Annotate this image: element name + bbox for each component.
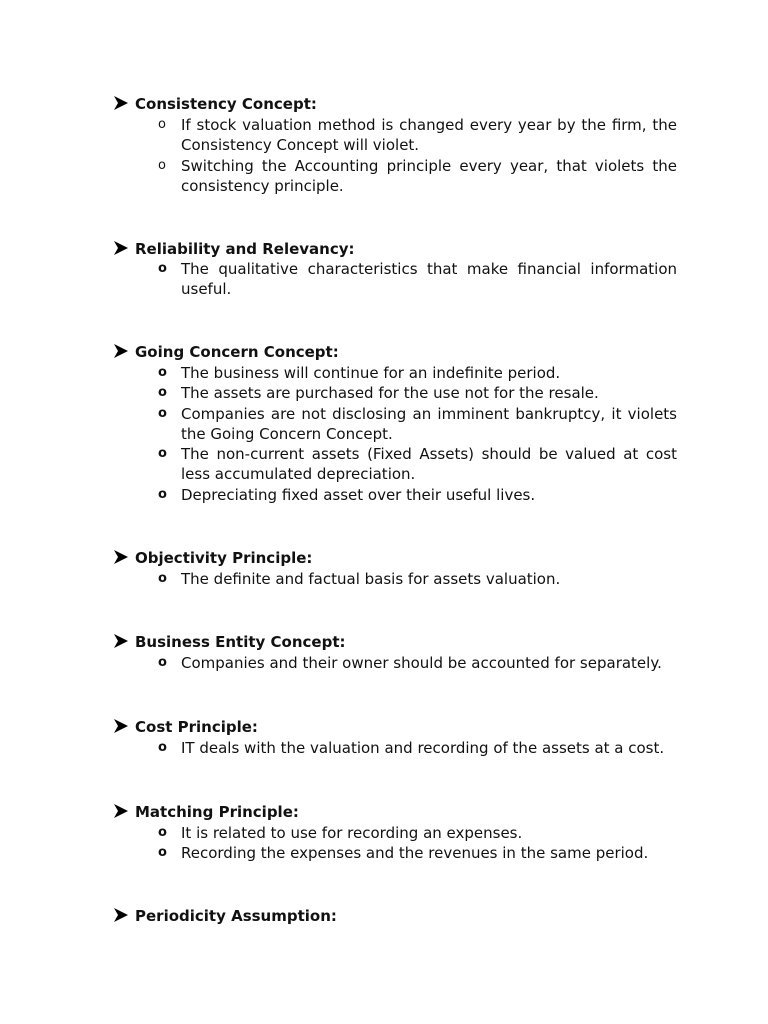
list-item — [158, 383, 677, 403]
bold-bullet-icon: o — [158, 845, 167, 861]
list-item-text: If stock valuation method is changed every year by the firm, the Consistency Concept will violet. — [181, 116, 677, 155]
section-heading — [0, 802, 768, 822]
list-item-text: IT deals with the valuation and recording of the assets at a cost. — [181, 739, 665, 757]
bullet-list — [0, 653, 768, 673]
bold-bullet-icon: o — [158, 261, 167, 276]
section-cost-principle — [0, 717, 768, 758]
section-heading — [0, 342, 768, 362]
section-heading — [0, 632, 768, 652]
section-heading-text: Periodicity Assumption: — [135, 907, 337, 925]
bold-bullet-icon: o — [158, 486, 167, 502]
arrowhead-bullet-icon — [113, 718, 129, 734]
list-item-text: Companies and their owner should be accounted for separately. — [181, 654, 662, 672]
bold-bullet-icon: o — [158, 571, 167, 586]
section-business-entity — [0, 632, 768, 673]
section-heading — [0, 239, 768, 259]
list-item-text: The business will continue for an indefinite period. — [181, 364, 561, 382]
section-heading — [0, 548, 768, 568]
arrowhead-bullet-icon — [113, 549, 129, 565]
bold-bullet-icon: o — [158, 405, 167, 421]
bold-bullet-icon: o — [158, 740, 167, 755]
section-heading — [0, 717, 768, 737]
bullet-list — [0, 823, 768, 864]
section-heading-text: Cost Principle: — [135, 718, 258, 736]
bold-bullet-icon: o — [158, 655, 167, 670]
list-item — [158, 823, 677, 843]
section-heading-text: Objectivity Principle: — [135, 549, 313, 567]
list-item — [158, 444, 677, 485]
section-heading — [0, 906, 768, 926]
bullet-list — [0, 115, 768, 196]
list-item-text: Switching the Accounting principle every year, that violets the consistency principle. — [181, 156, 677, 195]
list-item — [158, 259, 677, 300]
list-item — [158, 653, 677, 673]
section-going-concern — [0, 342, 768, 505]
section-heading-text: Consistency Concept: — [135, 95, 317, 113]
section-heading-text: Going Concern Concept: — [135, 343, 339, 361]
section-periodicity-assumption — [0, 906, 768, 926]
list-item — [158, 569, 677, 589]
section-heading-text: Reliability and Relevancy: — [135, 240, 355, 258]
list-item — [158, 843, 677, 863]
section-objectivity-principle — [0, 548, 768, 589]
bold-bullet-icon: o — [158, 365, 167, 380]
list-item — [158, 115, 677, 156]
list-item-text: The qualitative characteristics that make financial information useful. — [181, 260, 677, 299]
list-item-text: Companies are not disclosing an imminent bankruptcy, it violets the Going Concern Concept. — [181, 404, 677, 443]
section-consistency-concept — [0, 94, 768, 196]
list-item-text: Recording the expenses and the revenues in the same period. — [181, 844, 649, 863]
arrowhead-bullet-icon — [113, 240, 129, 256]
bullet-list — [0, 259, 768, 300]
list-item-text: The assets are purchased for the use not for the resale. — [181, 384, 599, 403]
section-heading — [0, 94, 768, 114]
list-item — [158, 363, 677, 383]
bold-bullet-icon: o — [158, 825, 167, 840]
bold-bullet-icon: o — [158, 446, 167, 462]
bullet-list — [0, 738, 768, 758]
list-item — [158, 404, 677, 445]
list-item-text: The non-current assets (Fixed Assets) should be valued at cost less accumulated depreciation. — [181, 445, 677, 484]
section-heading-text: Matching Principle: — [135, 803, 299, 821]
list-item-text: The definite and factual basis for assets valuation. — [181, 570, 561, 588]
list-item — [158, 485, 677, 505]
hollow-bullet-icon: o — [158, 157, 166, 173]
list-item-text: It is related to use for recording an expenses. — [181, 824, 523, 842]
bold-bullet-icon: o — [158, 385, 167, 401]
section-matching-principle — [0, 802, 768, 864]
section-reliability-relevancy — [0, 239, 768, 300]
bullet-list — [0, 569, 768, 589]
list-item — [158, 156, 677, 197]
arrowhead-bullet-icon — [113, 907, 129, 923]
arrowhead-bullet-icon — [113, 633, 129, 649]
arrowhead-bullet-icon — [113, 343, 129, 359]
bullet-list — [0, 363, 768, 505]
arrowhead-bullet-icon — [113, 803, 129, 819]
arrowhead-bullet-icon — [113, 95, 129, 111]
hollow-bullet-icon: o — [158, 117, 166, 132]
list-item — [158, 738, 677, 758]
section-heading-text: Business Entity Concept: — [135, 633, 346, 651]
list-item-text: Depreciating fixed asset over their useful lives. — [181, 485, 536, 504]
